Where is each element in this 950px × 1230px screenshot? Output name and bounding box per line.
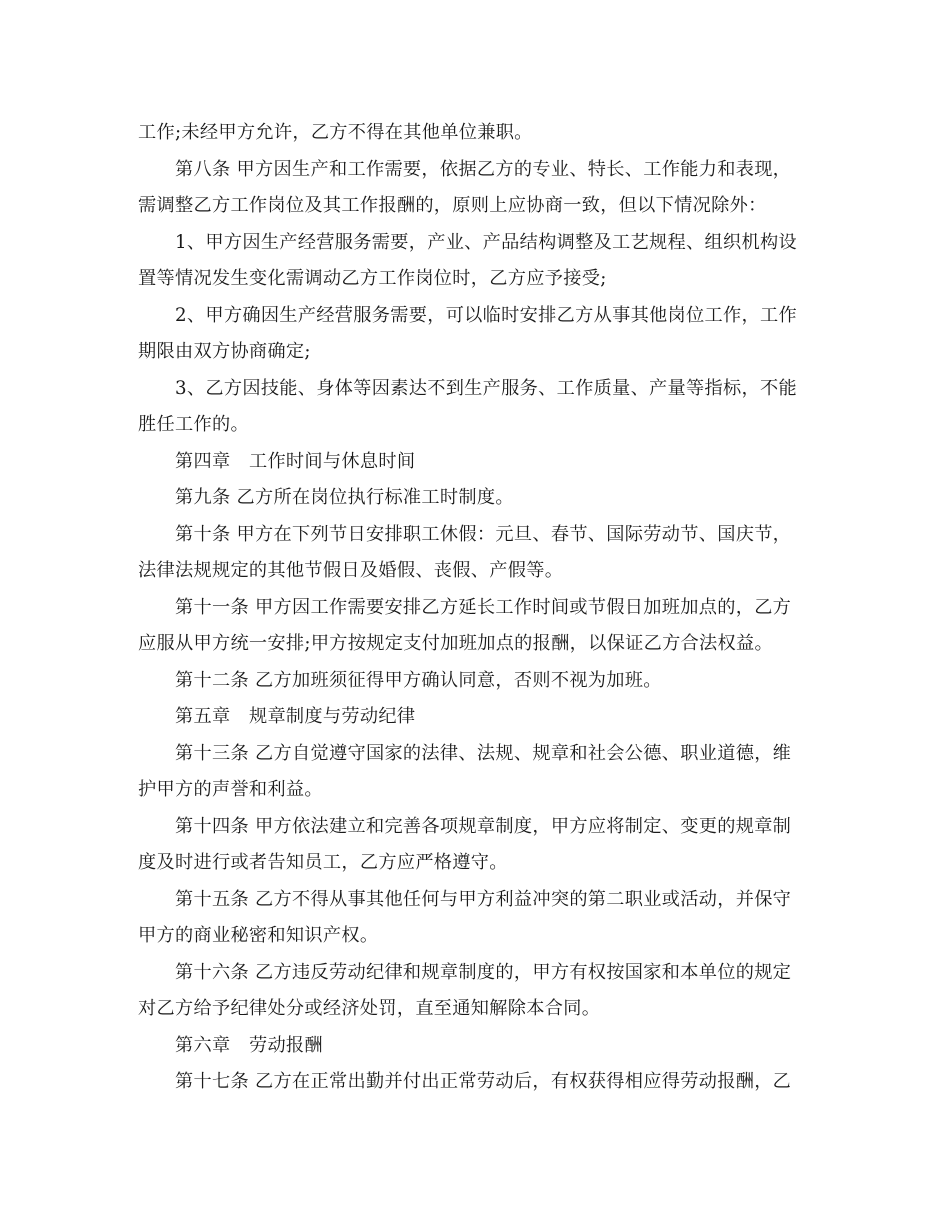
chapter-4-heading: 第四章 工作时间与休息时间 [175,451,416,472]
chapter-5-heading: 第五章 规章制度与劳动纪律 [175,706,416,727]
article-12-line-1: 第十二条 乙方加班须征得甲方确认同意，否则不视为加班。 [175,670,662,691]
article-11-line-2: 应服从甲方统一安排;甲方按规定支付加班加点的报酬，以保证乙方合法权益。 [138,633,774,654]
article-8-line-2: 需调整乙方工作岗位及其工作报酬的，原则上应协商一致，但以下情况除外： [138,195,767,216]
article-9-line-1: 第九条 乙方所在岗位执行标准工时制度。 [175,487,514,508]
article-10-line-2: 法律法规规定的其他节假日及婚假、丧假、产假等。 [138,560,564,581]
item-1-line-2: 置等情况发生变化需调动乙方工作岗位时，乙方应予接受; [138,268,607,289]
item-1-line-1: 1、甲方因生产经营服务需要，产业、产品结构调整及工艺规程、组织机构设 [175,232,797,253]
article-14-line-2: 度及时进行或者告知员工，乙方应严格遵守。 [138,852,508,873]
text-line: 工作;未经甲方允许，乙方不得在其他单位兼职。 [138,122,533,143]
item-3-line-1: 3、乙方因技能、身体等因素达不到生产服务、工作质量、产量等指标，不能 [175,378,797,399]
item-3-line-2: 胜任工作的。 [138,414,249,435]
item-2-line-2: 期限由双方协商确定; [138,341,311,362]
article-15-line-1: 第十五条 乙方不得从事其他任何与甲方利益冲突的第二职业或活动，并保守 [175,889,792,910]
item-2-line-1: 2、甲方确因生产经营服务需要，可以临时安排乙方从事其他岗位工作，工作 [175,305,797,326]
article-13-line-2: 护甲方的声誉和利益。 [138,779,323,800]
chapter-6-heading: 第六章 劳动报酬 [175,1035,323,1056]
article-17-line-1: 第十七条 乙方在正常出勤并付出正常劳动后，有权获得相应得劳动报酬，乙 [175,1071,792,1092]
article-11-line-1: 第十一条 甲方因工作需要安排乙方延长工作时间或节假日加班加点的，乙方 [175,597,792,618]
article-10-line-1: 第十条 甲方在下列节日安排职工休假：元旦、春节、国际劳动节、国庆节， [175,524,792,545]
article-14-line-1: 第十四条 甲方依法建立和完善各项规章制度，甲方应将制定、变更的规章制 [175,816,792,837]
article-8-line-1: 第八条 甲方因生产和工作需要，依据乙方的专业、特长、工作能力和表现， [175,159,792,180]
article-13-line-1: 第十三条 乙方自觉遵守国家的法律、法规、规章和社会公德、职业道德，维 [175,743,792,764]
article-15-line-2: 甲方的商业秘密和知识产权。 [138,925,379,946]
article-16-line-2: 对乙方给予纪律处分或经济处罚，直至通知解除本合同。 [138,998,601,1019]
article-16-line-1: 第十六条 乙方违反劳动纪律和规章制度的，甲方有权按国家和本单位的规定 [175,962,792,983]
